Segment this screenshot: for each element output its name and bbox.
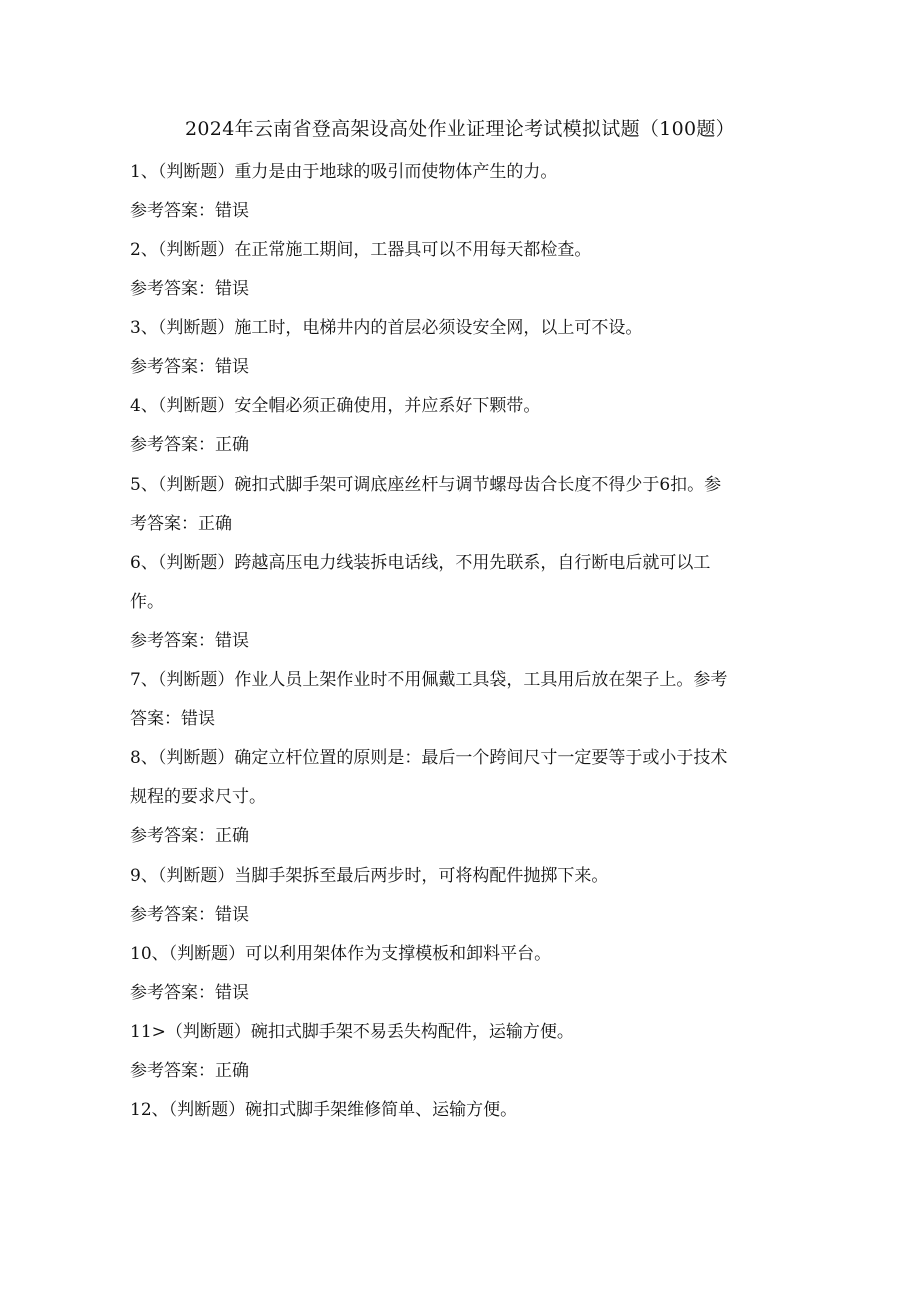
- answer-9: 参考答案：错误: [130, 905, 249, 925]
- answer-3: 参考答案：错误: [130, 357, 249, 377]
- answer-4: 参考答案：正确: [130, 435, 249, 455]
- question-9: 9、（判断题）当脚手架拆至最后两步时，可将构配件抛掷下来。: [130, 866, 609, 886]
- question-5-continued: 考答案：正确: [130, 514, 232, 534]
- question-7-continued: 答案：错误: [130, 709, 215, 729]
- question-8-continued: 规程的要求尺寸。: [130, 787, 266, 807]
- question-7: 7、（判断题）作业人员上架作业时不用佩戴工具袋，工具用后放在架子上。参考: [130, 670, 728, 690]
- question-6-continued: 作。: [130, 592, 164, 612]
- question-3: 3、（判断题）施工时，电梯井内的首层必须设安全网，以上可不设。: [130, 318, 643, 338]
- question-12: 12、（判断题）碗扣式脚手架维修简单、运输方便。: [130, 1100, 518, 1120]
- question-11: 11>（判断题）碗扣式脚手架不易丢失构配件，运输方便。: [130, 1022, 574, 1042]
- answer-2: 参考答案：错误: [130, 279, 249, 299]
- question-10: 10、（判断题）可以利用架体作为支撑模板和卸料平台。: [130, 944, 552, 964]
- answer-6: 参考答案：错误: [130, 631, 249, 651]
- question-8: 8、（判断题）确定立杆位置的原则是：最后一个跨间尺寸一定要等于或小于技术: [130, 748, 728, 768]
- answer-1: 参考答案：错误: [130, 201, 249, 221]
- question-6: 6、（判断题）跨越高压电力线装拆电话线，不用先联系，自行断电后就可以工: [130, 553, 711, 573]
- answer-11: 参考答案：正确: [130, 1061, 249, 1081]
- answer-8: 参考答案：正确: [130, 826, 249, 846]
- document-title: 2024年云南省登高架设高处作业证理论考试模拟试题（100题）: [185, 118, 735, 140]
- question-5: 5、（判断题）碗扣式脚手架可调底座丝杆与调节螺母齿合长度不得少于6扣。参: [130, 475, 722, 495]
- question-2: 2、（判断题）在正常施工期间，工器具可以不用每天都检查。: [130, 240, 592, 260]
- question-1: 1、（判断题）重力是由于地球的吸引而使物体产生的力。: [130, 162, 558, 182]
- answer-10: 参考答案：错误: [130, 983, 249, 1003]
- question-4: 4、（判断题）安全帽必须正确使用，并应系好下颗带。: [130, 396, 541, 416]
